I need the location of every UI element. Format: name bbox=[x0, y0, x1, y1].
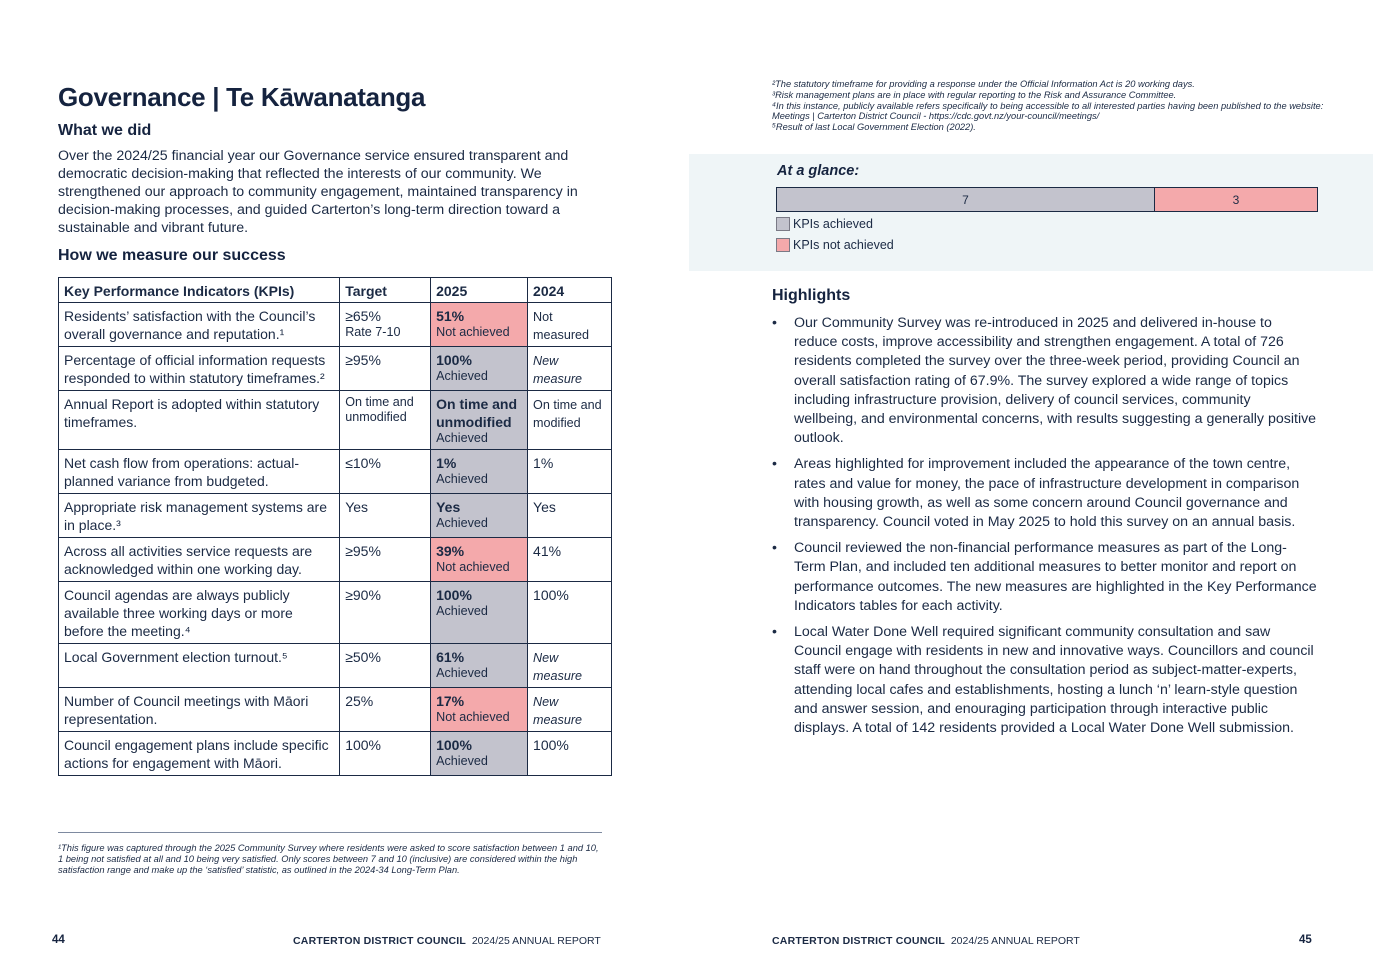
target-cell bbox=[340, 450, 431, 494]
table-row bbox=[59, 732, 612, 776]
status-badge: Achieved bbox=[436, 604, 488, 618]
target-cell bbox=[340, 303, 431, 347]
target-cell bbox=[340, 582, 431, 644]
legend-achieved-label: KPIs achieved bbox=[793, 217, 873, 231]
footer-org: CARTERTON DISTRICT COUNCIL bbox=[293, 935, 466, 947]
target-value: On time and unmodified bbox=[345, 395, 414, 424]
result-2024-cell bbox=[528, 450, 612, 494]
target-value: ≥95% bbox=[345, 352, 381, 368]
result-2024-cell bbox=[528, 688, 612, 732]
result-2024-cell bbox=[528, 538, 612, 582]
kpi-summary-bar bbox=[776, 187, 1318, 212]
result-2025-cell bbox=[431, 644, 528, 688]
status-badge: Not achieved bbox=[436, 325, 510, 339]
target-subtext: Rate 7-10 bbox=[345, 325, 401, 339]
result-2025-cell bbox=[431, 303, 528, 347]
header-2024: 2024 bbox=[528, 278, 612, 303]
status-badge: Not achieved bbox=[436, 710, 510, 724]
status-badge: Achieved bbox=[436, 754, 488, 768]
kpi-achieved-segment: 7 bbox=[777, 188, 1155, 211]
result-2025-value: 51% bbox=[436, 308, 465, 324]
result-2025-value: 100% bbox=[436, 587, 472, 603]
legend-achieved-swatch bbox=[776, 217, 790, 231]
result-2024-value: 1% bbox=[533, 455, 554, 471]
result-2024-cell bbox=[528, 347, 612, 391]
table-row bbox=[59, 582, 612, 644]
target-cell bbox=[340, 688, 431, 732]
status-badge: Achieved bbox=[436, 369, 488, 383]
what-we-did-heading: What we did bbox=[58, 122, 152, 139]
result-2024-cell bbox=[528, 303, 612, 347]
table-row bbox=[59, 450, 612, 494]
kpi-cell: Local Government election turnout.⁵ bbox=[59, 644, 340, 688]
legend-not-achieved-swatch bbox=[776, 238, 790, 252]
status-badge: Achieved bbox=[436, 516, 488, 530]
left-page bbox=[0, 0, 686, 955]
header-target: Target bbox=[340, 278, 431, 303]
kpi-table-body bbox=[59, 303, 612, 776]
table-row bbox=[59, 538, 612, 582]
footnotes-right bbox=[772, 79, 1332, 133]
result-2025-value: Yes bbox=[436, 499, 461, 515]
footnote-4: ⁴In this instance, publicly available refers specifically to being accessible to all interested parties having been published to the website: Meetings | Carterton District Council - https://cdc.govt.nz/your-council/meetings/ bbox=[772, 100, 1324, 122]
result-2025-cell bbox=[431, 732, 528, 776]
result-2024-value: New measure bbox=[533, 354, 583, 386]
kpi-cell: Appropriate risk management systems are in place.³ bbox=[59, 494, 340, 538]
target-cell bbox=[340, 391, 431, 450]
highlights-list bbox=[772, 314, 1317, 745]
result-2025-value: 39% bbox=[436, 543, 465, 559]
result-2025-cell bbox=[431, 494, 528, 538]
table-row bbox=[59, 391, 612, 450]
target-value: ≥95% bbox=[345, 543, 381, 559]
result-2024-cell bbox=[528, 732, 612, 776]
target-value: ≥65% bbox=[345, 308, 381, 324]
target-value: ≥90% bbox=[345, 587, 381, 603]
page-number-left: 44 bbox=[52, 934, 65, 946]
target-cell bbox=[340, 347, 431, 391]
result-2025-value: 100% bbox=[436, 737, 472, 753]
result-2025-cell bbox=[431, 538, 528, 582]
footer-report: 2024/25 ANNUAL REPORT bbox=[950, 935, 1080, 947]
result-2025-value: 61% bbox=[436, 649, 465, 665]
target-cell bbox=[340, 644, 431, 688]
kpi-cell: Council engagement plans include specific actions for engagement with Māori. bbox=[59, 732, 340, 776]
highlight-item: • Local Water Done Well required significant community consultation and saw Council engage with residents in new and innovative ways. Councillors and council staff were on hand throughout the consultation period as subject-matter-experts, attending local cafes and establishments, hosting a lunch ‘n’ learn-style question and answer session, and enouraging participation through interactive public displays. A total of 142 residents provided a Local Water Done Well submission. bbox=[772, 624, 1314, 737]
kpi-cell: Number of Council meetings with Māori representation. bbox=[59, 688, 340, 732]
highlight-item: • Council reviewed the non-financial performance measures as part of the Long-Term Plan, and included ten additional measures to better monitor and report on performance outcomes. The new measures are highlighted in the Key Performance Indicators tables for each activity. bbox=[772, 540, 1317, 614]
footnote-1: ¹This figure was captured through the 2025 Community Survey where residents were asked to score satisfaction between 1 and 10, 1 being not satisfied at all and 10 being very satisfied. Only scores between 7 and 10 (inclusive) are considered within the high satisfaction range and make up the ‘satisfied’ statistic, as outlined in the 2024-34 Long-Term Plan. bbox=[58, 843, 599, 875]
intro-paragraph: Over the 2024/25 financial year our Governance service ensured transparent and democratic decision-making that reflected the interests of our community. We strengthened our approach to community engagement, maintained transparency in decision-making processes, and guided Carterton’s long-term direction toward a sustainable and vibrant future. bbox=[58, 148, 578, 236]
table-row bbox=[59, 494, 612, 538]
result-2024-value: New measure bbox=[533, 695, 583, 727]
at-a-glance-title: At a glance: bbox=[777, 163, 860, 179]
header-kpi: Key Performance Indicators (KPIs) bbox=[59, 278, 340, 303]
kpi-cell: Percentage of official information requests responded to within statutory timeframes.² bbox=[59, 347, 340, 391]
result-2025-cell bbox=[431, 450, 528, 494]
result-2024-value: Not measured bbox=[533, 310, 590, 342]
target-value: 25% bbox=[345, 693, 374, 709]
footnote-divider bbox=[58, 832, 602, 833]
footnote-5: ⁵Result of last Local Government Election (2022). bbox=[772, 122, 976, 133]
target-cell bbox=[340, 538, 431, 582]
highlights-heading: Highlights bbox=[772, 287, 851, 304]
footnote-3: ³Risk management plans are in place with regular reporting to the Risk and Assurance Committee. bbox=[772, 89, 1177, 100]
bullet-icon: • bbox=[772, 456, 777, 473]
table-row bbox=[59, 303, 612, 347]
bullet-icon: • bbox=[772, 540, 777, 557]
result-2024-cell bbox=[528, 644, 612, 688]
table-row bbox=[59, 688, 612, 732]
footer-org: CARTERTON DISTRICT COUNCIL bbox=[772, 935, 945, 947]
result-2024-value: 100% bbox=[533, 737, 569, 753]
result-2025-cell bbox=[431, 582, 528, 644]
target-cell bbox=[340, 494, 431, 538]
status-badge: Achieved bbox=[436, 431, 488, 445]
result-2025-value: 1% bbox=[436, 455, 457, 471]
target-cell bbox=[340, 732, 431, 776]
legend-not-achieved-label: KPIs not achieved bbox=[793, 238, 894, 252]
page-number-right: 45 bbox=[1299, 934, 1312, 946]
result-2024-value: On time and modified bbox=[533, 398, 602, 430]
result-2025-value: 100% bbox=[436, 352, 472, 368]
bullet-icon: • bbox=[772, 624, 777, 641]
kpi-cell: Net cash flow from operations: actual-planned variance from budgeted. bbox=[59, 450, 340, 494]
result-2025-cell bbox=[431, 347, 528, 391]
result-2025-cell bbox=[431, 688, 528, 732]
kpi-table bbox=[58, 277, 612, 776]
table-row bbox=[59, 644, 612, 688]
measure-heading: How we measure our success bbox=[58, 247, 286, 264]
kpi-cell: Council agendas are always publicly available three working days or more before the meeting.⁴ bbox=[59, 582, 340, 644]
kpi-cell: Across all activities service requests are acknowledged within one working day. bbox=[59, 538, 340, 582]
page-title: Governance | Te Kāwanatanga bbox=[58, 82, 426, 112]
highlight-item: • Our Community Survey was re-introduced in 2025 and delivered in-house to reduce costs, improve accessibility and strengthen engagement. A total of 726 residents completed the survey over the three-week period, providing Council an overall satisfaction rating of 67.9%. The survey explored a wide range of topics including infrastructure provision, delivery of council services, community wellbeing, and environmental concerns, with results suggesting a generally positive outlook. bbox=[772, 315, 1317, 447]
status-badge: Not achieved bbox=[436, 560, 510, 574]
result-2024-value: 41% bbox=[533, 543, 562, 559]
target-value: Yes bbox=[345, 499, 369, 515]
result-2024-cell bbox=[528, 494, 612, 538]
footer-left bbox=[293, 935, 601, 947]
table-row bbox=[59, 347, 612, 391]
target-value: ≤10% bbox=[345, 455, 381, 471]
footer-right bbox=[772, 935, 1080, 947]
header-2025: 2025 bbox=[431, 278, 528, 303]
kpi-cell: Annual Report is adopted within statutory timeframes. bbox=[59, 391, 340, 450]
status-badge: Achieved bbox=[436, 666, 488, 680]
result-2024-value: 100% bbox=[533, 587, 569, 603]
footnote-2: ²The statutory timeframe for providing a response under the Official Information Act is 20 working days. bbox=[772, 79, 1195, 89]
legend-not-achieved bbox=[776, 238, 894, 252]
legend-achieved bbox=[776, 217, 873, 231]
target-value: ≥50% bbox=[345, 649, 381, 665]
kpi-cell: Residents’ satisfaction with the Council’s overall governance and reputation.¹ bbox=[59, 303, 340, 347]
result-2025-value: On time and unmodified bbox=[436, 396, 518, 430]
result-2024-value: New measure bbox=[533, 651, 583, 683]
kpi-not-achieved-segment: 3 bbox=[1155, 188, 1317, 211]
target-value: 100% bbox=[345, 737, 382, 753]
result-2024-cell bbox=[528, 582, 612, 644]
highlight-item: • Areas highlighted for improvement included the appearance of the town centre, rates and value for money, the pace of infrastructure development in comparison with housing growth, as well as some concern around Council governance and transparency. Council voted in May 2025 to hold this survey on an annual basis. bbox=[772, 456, 1300, 531]
bullet-icon: • bbox=[772, 315, 777, 331]
kpi-table-header bbox=[59, 278, 612, 303]
result-2025-cell bbox=[431, 391, 528, 450]
footer-report: 2024/25 ANNUAL REPORT bbox=[471, 935, 601, 947]
status-badge: Achieved bbox=[436, 472, 488, 486]
result-2024-cell bbox=[528, 391, 612, 450]
result-2024-value: Yes bbox=[533, 499, 556, 515]
result-2025-value: 17% bbox=[436, 693, 465, 709]
